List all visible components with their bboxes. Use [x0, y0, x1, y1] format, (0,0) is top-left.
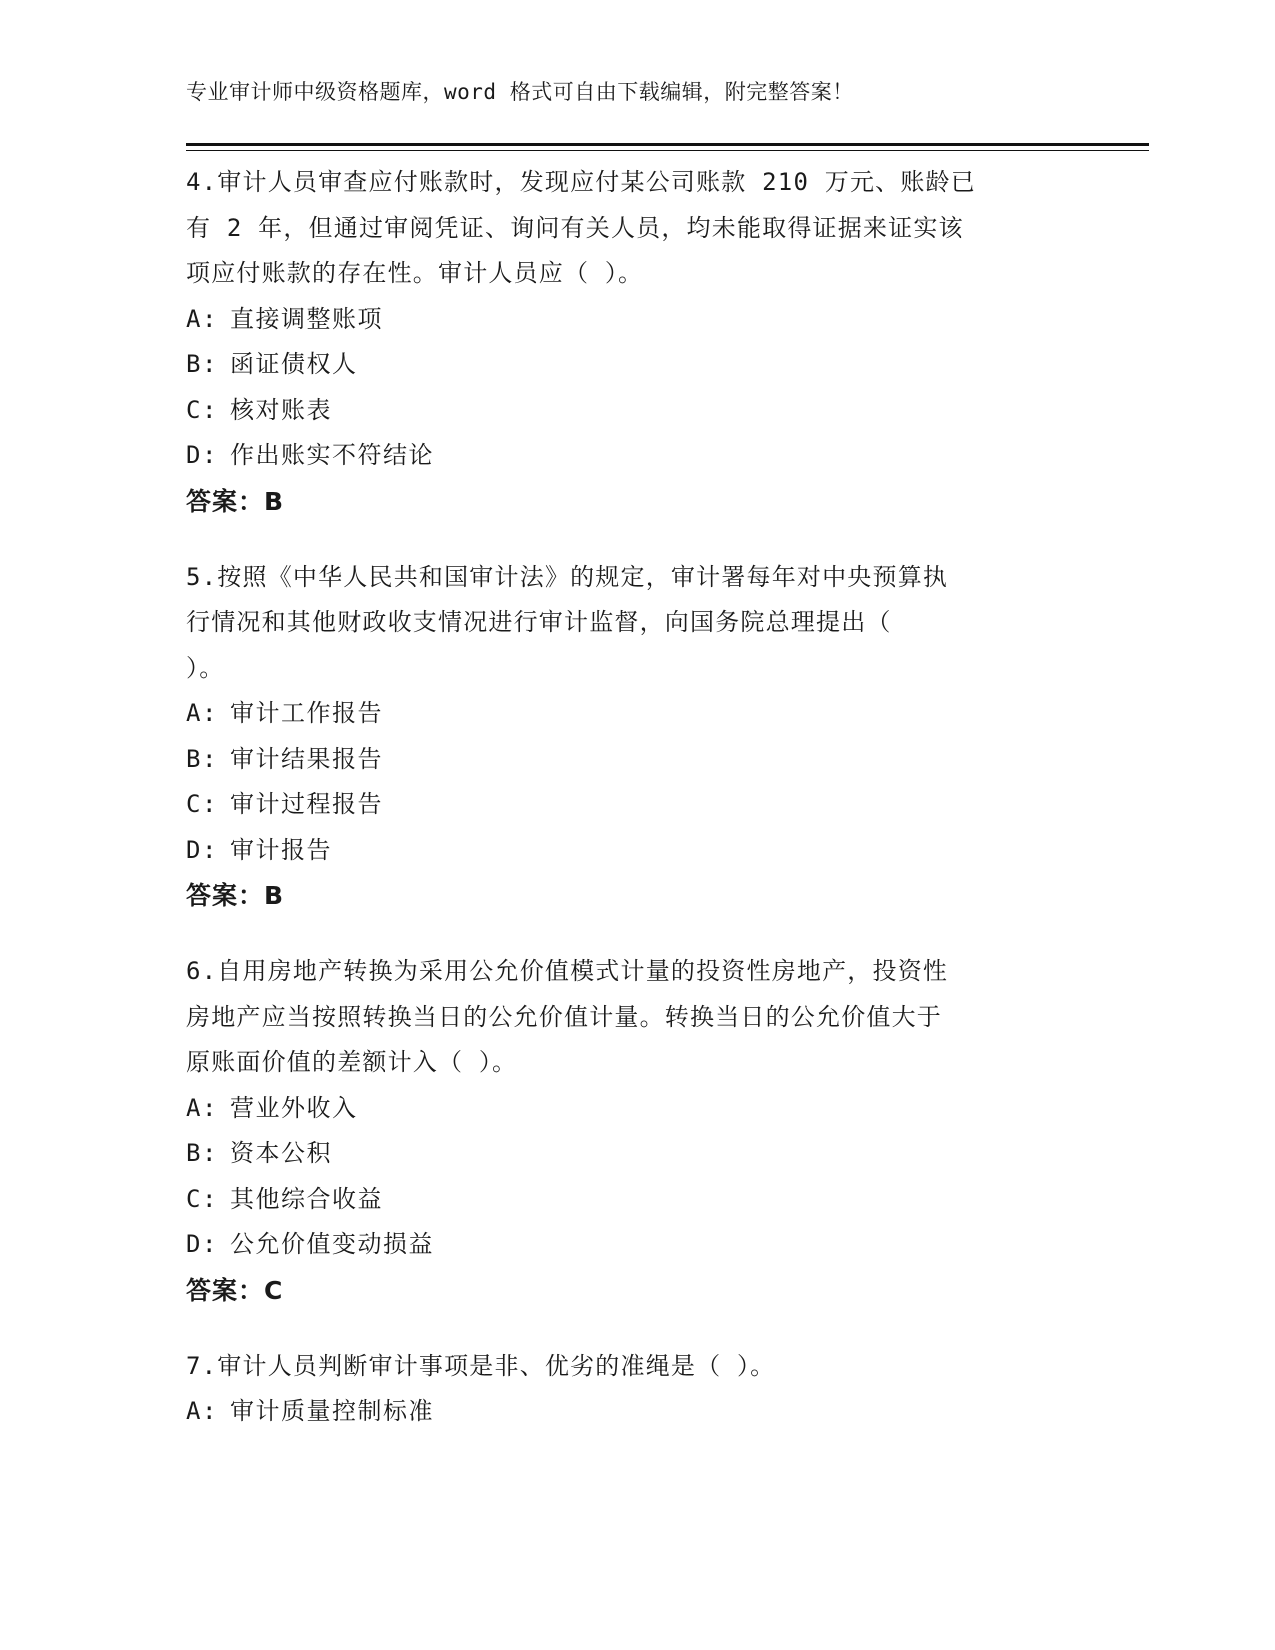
option-text: 其他综合收益 [230, 1184, 383, 1213]
question-stem-line: 房地产应当按照转换当日的公允价值计量。转换当日的公允价值大于 [186, 1002, 942, 1031]
option-text: 公允价值变动损益 [230, 1230, 434, 1258]
option-key: D: [186, 835, 218, 864]
question-4 [186, 160, 1066, 525]
question-stem-line: 6.自用房地产转换为采用公允价值模式计量的投资性房地产，投资性 [186, 957, 949, 985]
question-stem-line: 项应付账款的存在性。审计人员应（ ）。 [186, 259, 644, 287]
option-text: 审计过程报告 [230, 790, 383, 818]
answer-line: 答案：C [186, 1275, 284, 1305]
option-text: 审计结果报告 [230, 744, 383, 773]
option-key: A: [186, 1397, 218, 1425]
option-key: A: [186, 304, 218, 333]
question-stem-line: 有 2 年，但通过审阅凭证、询问有关人员，均未能取得证据来证实该 [186, 213, 964, 242]
option-a [186, 297, 1066, 343]
header-rule-thin [186, 150, 1149, 151]
question-6 [186, 949, 1066, 1314]
option-text: 审计质量控制标准 [230, 1397, 434, 1425]
question-5 [186, 555, 1066, 920]
question-stem [186, 1344, 1066, 1390]
question-stem-line: 7.审计人员判断审计事项是非、优劣的准绳是（ ）。 [186, 1351, 776, 1380]
option-a [186, 1389, 1066, 1435]
option-key: D: [186, 1230, 218, 1258]
option-text: 函证债权人 [230, 350, 358, 378]
option-text: 核对账表 [230, 395, 332, 424]
option-text: 资本公积 [230, 1139, 332, 1167]
option-key: B: [186, 350, 218, 378]
option-key: B: [186, 1139, 218, 1167]
option-d [186, 1222, 1066, 1268]
question-stem-line: 行情况和其他财政收支情况进行审计监督，向国务院总理提出（ [186, 608, 892, 636]
answer-line: 答案：B [186, 486, 285, 516]
page-header: 专业审计师中级资格题库，word 格式可自由下载编辑，附完整答案！ [186, 80, 854, 104]
question-stem-line: 原账面价值的差额计入（ ）。 [186, 1048, 518, 1076]
question-stem-line: 4.审计人员审查应付账款时，发现应付某公司账款 210 万元、账龄已 [186, 168, 976, 196]
option-a [186, 1086, 1066, 1132]
option-key: A: [186, 1093, 218, 1122]
option-b [186, 737, 1066, 783]
option-c [186, 1177, 1066, 1223]
option-key: C: [186, 1184, 218, 1213]
option-key: C: [186, 790, 218, 818]
answer-line: 答案：B [186, 881, 285, 910]
question-7 [186, 1344, 1066, 1435]
question-stem-line: ）。 [186, 653, 225, 682]
option-d [186, 828, 1066, 874]
option-b [186, 342, 1066, 388]
option-text: 营业外收入 [230, 1093, 358, 1122]
question-list [186, 160, 1066, 1465]
question-stem-line: 5.按照《中华人民共和国审计法》的规定，审计署每年对中央预算执 [186, 562, 949, 591]
option-c [186, 388, 1066, 434]
option-key: C: [186, 395, 218, 424]
option-c [186, 782, 1066, 828]
option-text: 作出账实不符结论 [230, 441, 434, 469]
question-stem [186, 555, 1066, 692]
option-a [186, 691, 1066, 737]
option-text: 审计报告 [230, 835, 332, 864]
question-stem [186, 949, 1066, 1086]
option-d [186, 433, 1066, 479]
header-rule-thick [186, 143, 1149, 146]
question-stem [186, 160, 1066, 297]
option-text: 直接调整账项 [230, 304, 383, 333]
option-text: 审计工作报告 [230, 699, 383, 727]
option-key: B: [186, 744, 218, 773]
option-key: A: [186, 699, 218, 727]
option-b [186, 1131, 1066, 1177]
option-key: D: [186, 441, 218, 469]
